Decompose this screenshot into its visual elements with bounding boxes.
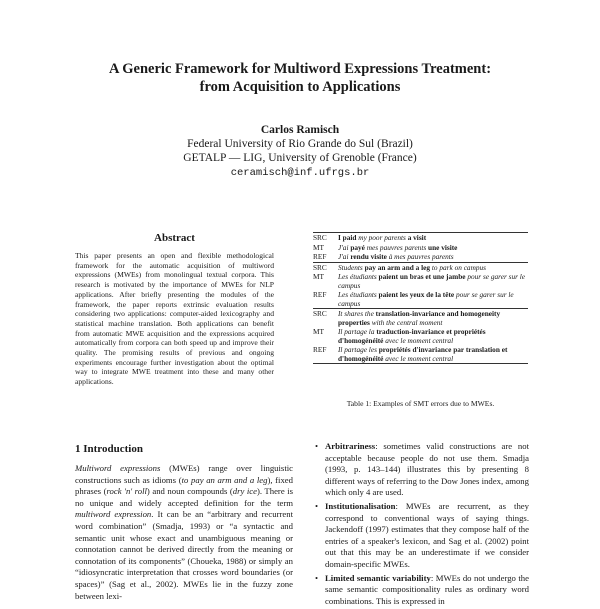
sentence-text: It shares the [338,309,376,318]
intro-text: (MWEs) range over linguistic constructions such as idioms ( [75,463,294,485]
sentence-text: avec le moment central [383,353,454,363]
mwe-phrase: pay an arm and a leg [364,262,431,272]
table-row [313,262,528,272]
mwe-phrase: rendu visite [350,252,387,261]
sentence-text: pour se garer sur le campus [338,290,514,308]
sentence-text: mes pauvres parents [364,242,429,252]
row-sentence [338,272,528,290]
sentence-text: Les étudiants [338,272,379,281]
sentence-text: with the central moment [369,317,443,327]
row-label: MT [313,272,324,281]
table-row [313,327,528,345]
sentence-text: J'ai [338,242,351,252]
mwe-phrase: translation-invariance and homogeneity properties [338,309,501,327]
row-sentence [338,309,528,328]
abstract-body [75,251,274,387]
bullet-text: : sometimes valid constructions are not acceptable because people do not use them. Smadja (1993, p. 143–144) illustrates this by presenting 8 different ways of referring to the Dow Jones index, among which only 4 are used. [325,441,529,498]
row-label: MT [313,327,324,336]
table-row [313,252,528,262]
section-heading-introduction: 1 Introduction [75,443,143,455]
bullet-term: Institutionalisation [325,500,396,511]
bullet-text: : MWEs do not undergo the same semantic compositionality rules as ordinary word combinations. This is expressed in [325,572,529,606]
sentence-text: to park on campus [430,262,486,272]
mwe-phrase: paient les yeux de la tête [378,290,455,299]
row-label: REF [313,290,327,299]
row-sentence [338,290,528,309]
sentence-text: Students [338,262,365,272]
mwe-phrase: I paid [338,233,357,242]
bullet-text: : MWEs are recurrent, as they correspond to conventional ways of saying things. Jackendoff (1997) estimates that they compose half of the entries of a speaker's lexicon, and Sag et al. (2002) point out that this may be an underestimate if we consider domain-specific MWEs. [325,500,529,569]
table-row [313,233,528,243]
list-item-institutionalisation [325,501,529,571]
row-sentence [338,327,528,345]
row-label: SRC [313,262,338,272]
intro-example: dry ice [232,486,257,497]
sentence-text: Il partage les [338,345,379,354]
table-row [313,243,528,253]
row-sentence [338,243,528,253]
author-name: Carlos Ramisch [260,124,340,136]
row-label: MT [313,242,324,252]
row-label: SRC [313,233,338,243]
paper-title-line-1: A Generic Framework for Multiword Expressions Treatment: [108,61,492,77]
sentence-text: my poor parents [356,233,408,242]
list-item-limited-semantic-variability [325,573,529,608]
introduction-body [75,463,293,602]
row-sentence [338,233,528,243]
intro-example: multiword expression [75,509,152,520]
table-row [313,345,528,364]
intro-text: ), fixed phrases ( [75,474,293,497]
sentence-text: Il partage la [338,327,377,336]
intro-text: . It can be an “arbitrary and recurrent word combination” (Smadja, 1993) or “a syntactic and semantic unit whose exact and unambiguous meaning or connotation cannot be derived directly from the meaning or connotation of its components” (Choueka, 1988) or simply an “idiosyncratic interpretation that crosses word boundaries (or spaces)” (Sag et al., 2002). MWEs lie in the fuzzy zone between lexi- [75,509,294,601]
abstract-heading: Abstract [154,232,195,244]
table-row [313,309,528,328]
intro-text: ). There is no unique and widely accepted definition for the term [75,486,293,508]
bullet-term: Limited semantic variability [325,572,431,583]
row-label: REF [313,345,338,364]
row-sentence [338,262,528,272]
mwe-phrase: payé [350,242,365,252]
author-affiliation-1: Federal University of Rio Grande do Sul (Brazil) [187,138,413,150]
list-item-arbitrariness [325,441,529,499]
author-email: ceramisch@inf.ufrgs.br [230,167,370,179]
table-caption: Table 1: Examples of SMT errors due to MWEs. [346,399,495,408]
row-label: SRC [313,309,338,328]
intro-text: ) and noun compounds ( [146,486,233,497]
row-sentence [338,252,528,262]
sentence-text: Les étudiants [338,290,379,299]
intro-example: to pay an arm and a leg [181,474,268,485]
mwe-phrase: une visite [428,242,458,252]
row-sentence [338,345,528,364]
introduction-paragraph [75,463,293,602]
sentence-text: à mes pauvres parents [386,252,454,261]
mwe-properties-list [313,441,529,609]
sentence-text: J'ai [338,252,351,261]
sentence-text: pour se garer sur le campus [338,272,526,290]
bullet-term: Arbitrariness [325,441,376,451]
mwe-phrase: propriétés d'invariance par translation et d'homogénéité [338,345,508,363]
mwe-phrase: paient un bras et une jambe [378,272,466,281]
table-row [313,290,528,309]
intro-example: rock 'n' roll [106,486,147,497]
row-label: REF [313,252,327,261]
paper-title-line-2: from Acquisition to Applications [199,79,401,95]
term-mwe: Multiword expressions [75,463,161,473]
mwe-phrase: traduction-invariance et propriétés d'homogénéité [338,327,486,345]
author-affiliation-2: GETALP — LIG, University of Grenoble (France) [183,152,417,164]
sentence-text: avec le moment central [383,335,454,345]
table-row [313,272,528,290]
abstract-text: This paper presents an open and flexible methodological framework for the automatic acquisition of multiword expressions (MWEs) from monolingual textual corpora. This research is motivated by the importance of MWEs for NLP applications. After briefly presenting the modules of the framework, the paper reports extrinsic evaluation results considering two applications: computer-aided lexicography and statistical machine translation. Both applications can benefit from automatic MWE acquisition and the expressions acquired automatically from corpora can both speed up and improve their quality. The promising results of previous and ongoing experiments encourage further investigation about the optimal way to integrate MWE treatment into these and many other applications. [75,251,274,387]
smt-errors-table [313,232,528,364]
mwe-phrase: a visit [407,233,427,242]
